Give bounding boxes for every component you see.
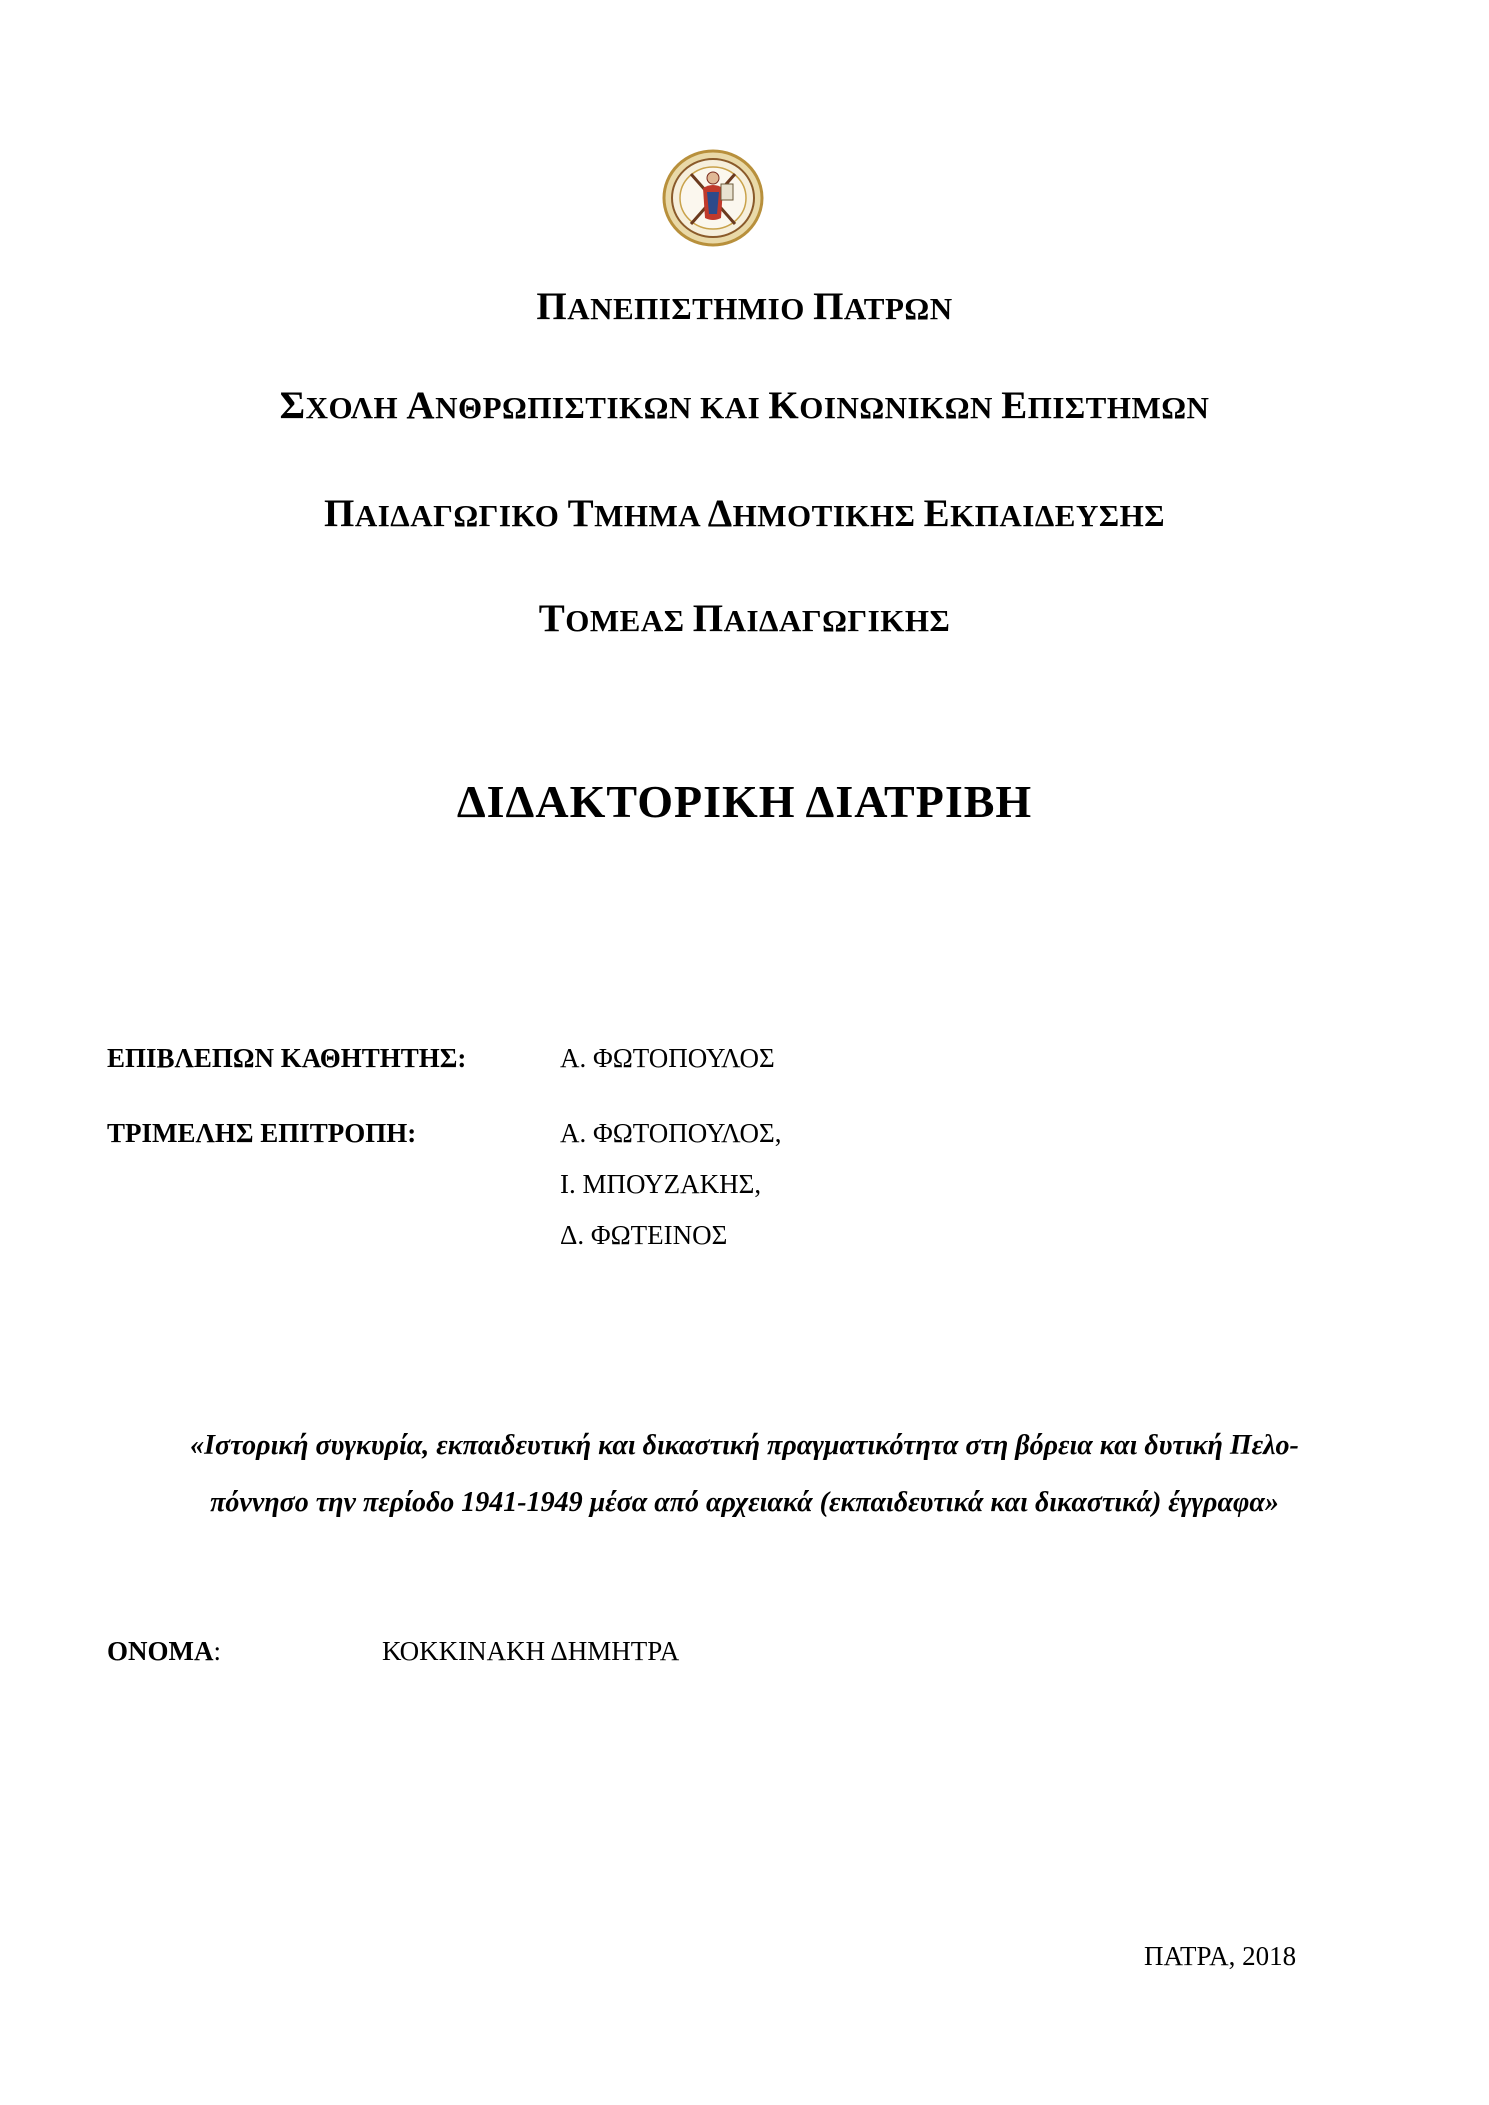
thesis-title-line-2: πόννησο την περίοδο 1941-1949 μέσα από αρχειακά (εκπαιδευτικά και δικαστικά) έγγραφα»	[210, 1487, 1279, 1518]
sector-name: ΤΟΜΕΑΣ ΠΑΙΔΑΓΩΓΙΚΗΣ	[538, 597, 951, 640]
author-label: ΟΝΟΜΑ:	[107, 1636, 221, 1666]
committee-member: Δ. ΦΩΤΕΙΝΟΣ	[560, 1220, 728, 1250]
supervisor-label: ΕΠΙΒΛΕΠΩΝ ΚΑΘΗΤΗΤΗΣ:	[107, 1043, 467, 1073]
committee-member: Ι. ΜΠΟΥΖΑΚΗΣ,	[560, 1169, 762, 1199]
university-seal-icon	[661, 148, 765, 248]
thesis-title-line-1: «Ιστορική συγκυρία, εκπαιδευτική και δικαστική πραγματικότητα στη βόρεια και δυτική Πελο-	[190, 1430, 1299, 1461]
university-name: ΠΑΝΕΠΙΣΤΗΜΙΟ ΠΑΤΡΩΝ	[536, 285, 953, 328]
school-name: ΣΧΟΛΗ ΑΝΘΡΩΠΙΣΤΙΚΩΝ ΚΑΙ ΚΟΙΝΩΝΙΚΩΝ ΕΠΙΣΤΗΜΩΝ	[279, 384, 1210, 427]
thesis-type: ΔΙΔΑΚΤΟΡΙΚΗ ΔΙΑΤΡΙΒΗ	[456, 776, 1033, 827]
place-date: ΠΑΤΡΑ, 2018	[1144, 1941, 1297, 1971]
author-name: ΚΟΚΚΙΝΑΚΗ ΔΗΜΗΤΡΑ	[382, 1636, 680, 1666]
committee-member: Α. ΦΩΤΟΠΟΥΛΟΣ,	[560, 1118, 782, 1148]
committee-label: ΤΡΙΜΕΛΗΣ ΕΠΙΤΡΟΠΗ:	[107, 1118, 417, 1148]
supervisor-name: Α. ΦΩΤΟΠΟΥΛΟΣ	[560, 1043, 775, 1073]
department-name: ΠΑΙΔΑΓΩΓΙΚΟ ΤΜΗΜΑ ΔΗΜΟΤΙΚΗΣ ΕΚΠΑΙΔΕΥΣΗΣ	[324, 492, 1165, 535]
